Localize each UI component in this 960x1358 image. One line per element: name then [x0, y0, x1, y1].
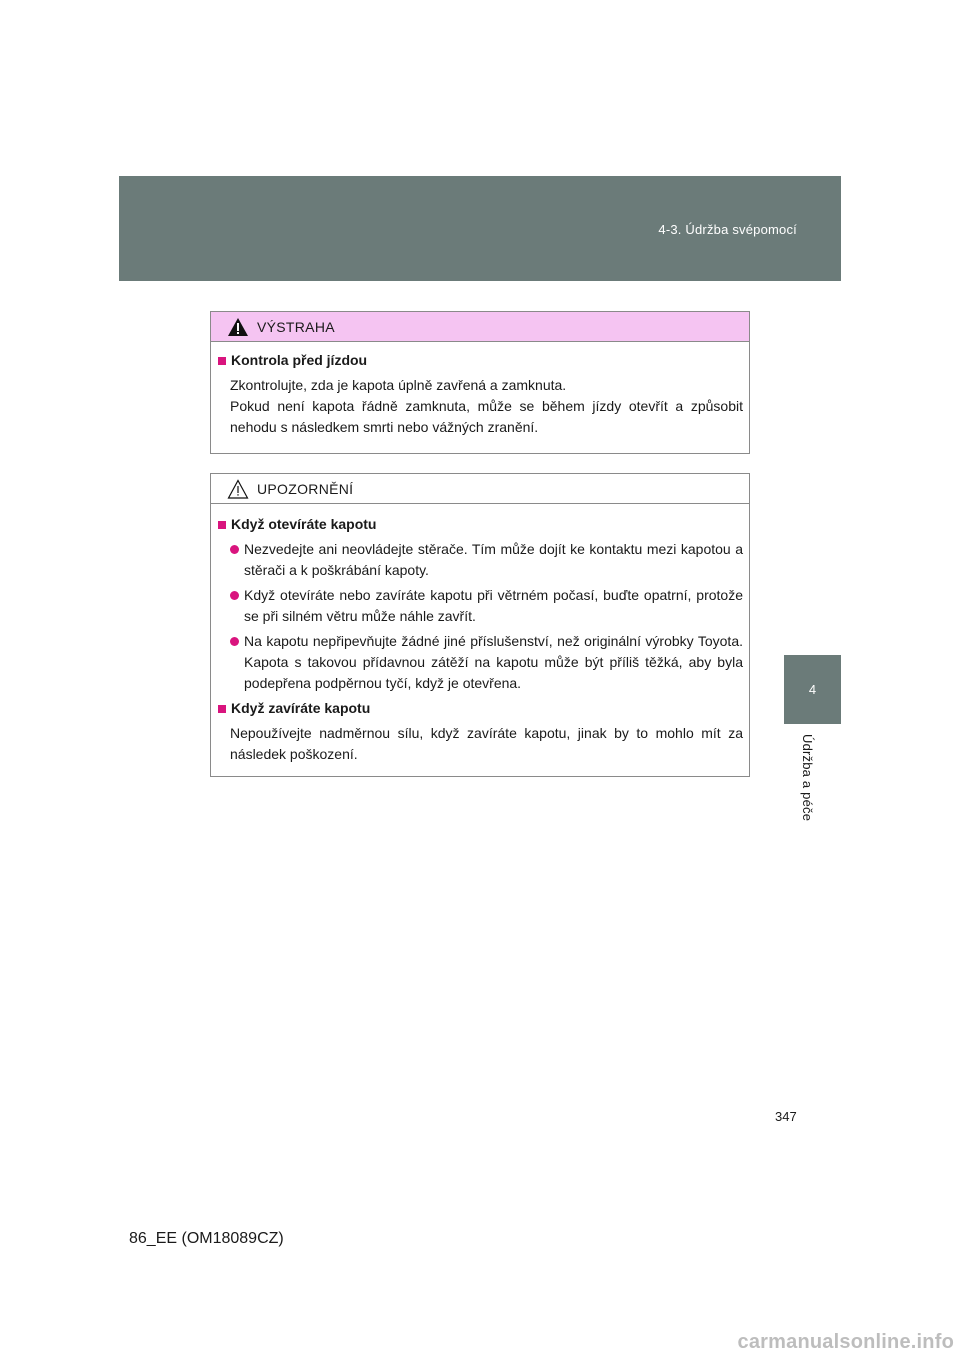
caution-section2-title: Když zavíráte kapotu — [217, 698, 743, 719]
square-bullet-icon — [218, 705, 226, 713]
page-number: 347 — [775, 1109, 797, 1124]
watermark: carmanualsonline.info — [737, 1331, 954, 1353]
warning-box — [210, 311, 750, 454]
warning-line-2: Pokud není kapota řádně zamknuta, může se během jízdy otevřít a způsobit nehodu s následkem smrti nebo vážných zranění. — [230, 398, 743, 435]
caution-title: UPOZORNĚNÍ — [257, 480, 354, 497]
caution-box — [210, 473, 750, 777]
list-item: Nezvedejte ani neovládejte stěrače. Tím může dojít ke kontaktu mezi kapotou a stěrači a k poškrábání kapoty. — [217, 539, 743, 581]
chapter-number: 4 — [808, 682, 817, 697]
warning-header — [211, 312, 749, 342]
round-bullet-icon — [230, 591, 239, 600]
section-title: 4-3. Údržba svépomocí — [658, 222, 797, 237]
caution-triangle-icon — [227, 479, 249, 499]
header-band — [119, 176, 841, 281]
list-item: Na kapotu nepřipevňujte žádné jiné příslušenství, než originální výrobky Toyota. Kapota s takovou přídavnou zátěží na kapotu může být příliš těžká, aby byla podepřena podpěrnou tyčí, když je otevřena. — [217, 631, 743, 694]
chapter-label: Údržba a péče — [800, 734, 815, 822]
caution-header — [211, 474, 749, 504]
caution-section2-text: Nepoužívejte nadměrnou sílu, když zavíráte kapotu, jinak by to mohlo mít za následek poškození. — [230, 725, 743, 762]
list-item: Když otevíráte nebo zavíráte kapotu při větrném počasí, buďte opatrní, protože se při silném větru může náhle zavřít. — [217, 585, 743, 627]
warning-line-1: Zkontrolujte, zda je kapota úplně zavřená a zamknuta. — [230, 377, 567, 393]
caution-section1-title: Když otevíráte kapotu — [217, 514, 743, 535]
warning-text — [217, 375, 743, 438]
round-bullet-icon — [230, 637, 239, 646]
square-bullet-icon — [218, 521, 226, 529]
round-bullet-icon — [230, 545, 239, 554]
chapter-tab — [784, 655, 841, 724]
warning-title: VÝSTRAHA — [257, 318, 335, 335]
document-code: 86_EE (OM18089CZ) — [129, 1230, 284, 1247]
warning-section-title: Kontrola před jízdou — [217, 350, 743, 371]
warning-triangle-icon — [227, 317, 249, 337]
square-bullet-icon — [218, 357, 226, 365]
